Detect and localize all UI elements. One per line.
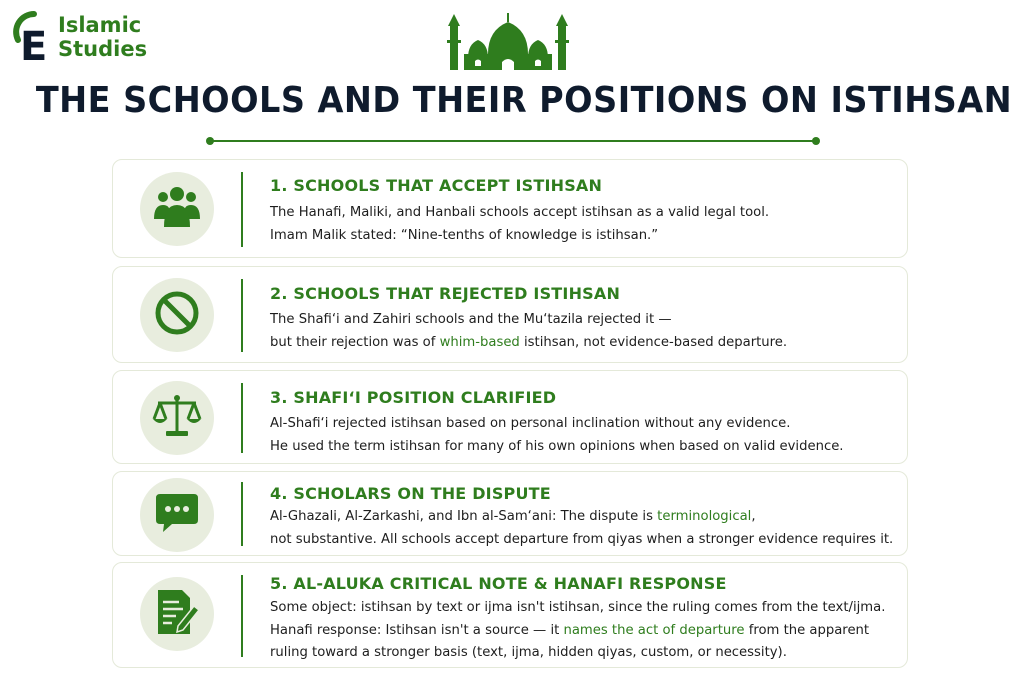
document-edit-icon — [154, 588, 200, 640]
prohibited-icon — [154, 290, 200, 340]
card-dispute — [112, 471, 908, 556]
card-text-line: The Hanafi, Maliki, and Hanbali schools accept istihsan as a valid legal tool. — [270, 205, 770, 220]
brand-e-icon — [12, 10, 56, 64]
card-text-line: Al-Ghazali, Al-Zarkashi, and Ibn al-Sam‘ani: The dispute is terminological, — [270, 509, 756, 524]
page-title: THE SCHOOLS AND THEIR POSITIONS ON ISTIHSAN — [35, 80, 1013, 121]
mosque-icon — [444, 4, 572, 72]
card-title: 1. SCHOOLS THAT ACCEPT ISTIHSAN — [270, 176, 603, 195]
highlight-text: names the act of departure — [563, 622, 745, 638]
card-text-line: The Shafi‘i and Zahiri schools and the Mu‘tazila rejected it — — [270, 312, 672, 327]
card-text-line: but their rejection was of whim-based istihsan, not evidence-based departure. — [270, 334, 788, 350]
highlight-text: whim-based — [439, 334, 520, 350]
brand-line-2: Studies — [58, 37, 148, 61]
card-text-line: Imam Malik stated: “Nine-tenths of knowledge is istihsan.” — [270, 227, 659, 243]
card-shafii — [112, 370, 908, 464]
card-title: 3. SHAFI‘I POSITION CLARIFIED — [270, 388, 557, 407]
svg-text:E: E — [20, 24, 48, 64]
card-text-line: Some object: istihsan by text or ijma isn't istihsan, since the ruling comes from the text/ijma. — [270, 600, 886, 615]
scales-icon — [152, 393, 202, 443]
speech-bubble-icon — [154, 491, 200, 539]
brand-logo — [12, 10, 147, 64]
card-title: 2. SCHOOLS THAT REJECTED ISTIHSAN — [270, 284, 621, 303]
card-accept — [112, 159, 908, 258]
title-divider — [206, 137, 820, 145]
card-text-line: He used the term istihsan for many of his own opinions when based on valid evidence. — [270, 438, 844, 454]
brand-line-1: Islamic — [58, 13, 142, 37]
card-aluka — [112, 562, 908, 668]
card-title: 4. SCHOLARS ON THE DISPUTE — [270, 484, 551, 503]
card-title: 5. AL-ALUKA CRITICAL NOTE & HANAFI RESPONSE — [270, 574, 727, 593]
card-reject — [112, 266, 908, 363]
card-text-line: not substantive. All schools accept departure from qiyas when a stronger evidence requires it. — [270, 531, 894, 547]
highlight-text: terminological — [657, 509, 752, 524]
people-group-icon — [153, 185, 201, 233]
card-text-line: Al-Shafi‘i rejected istihsan based on personal inclination without any evidence. — [270, 416, 791, 431]
card-text-line: Hanafi response: Istihsan isn't a source — it names the act of departure from the apparent — [270, 622, 870, 638]
card-text-line: ruling toward a stronger basis (text, ijma, hidden qiyas, custom, or necessity). — [270, 645, 787, 660]
